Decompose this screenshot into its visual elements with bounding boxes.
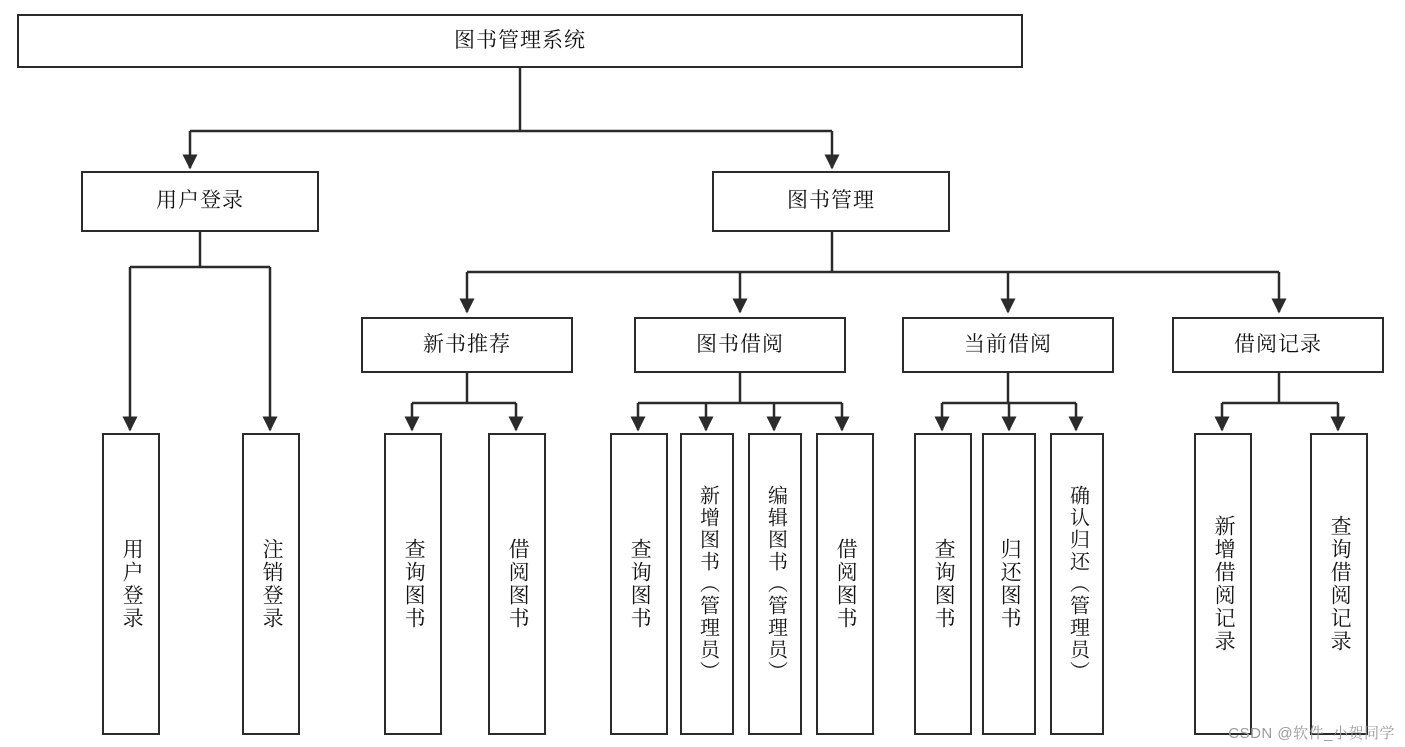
node-borrow-record[interactable]: 借阅记录 (1172, 317, 1384, 373)
node-borrow-edit-book-admin[interactable]: 编辑图书（管理员） (748, 433, 802, 735)
node-book-borrow[interactable]: 图书借阅 (634, 317, 846, 373)
node-record-query-record[interactable]: 查询借阅记录 (1310, 433, 1368, 735)
node-root[interactable]: 图书管理系统 (17, 14, 1023, 68)
node-user-login[interactable]: 用户登录 (81, 171, 319, 232)
node-current-borrow[interactable]: 当前借阅 (902, 317, 1114, 373)
node-borrow-query-book[interactable]: 查询图书 (610, 433, 668, 735)
node-newbook-query-book[interactable]: 查询图书 (384, 433, 442, 735)
node-borrow-add-book-admin[interactable]: 新增图书（管理员） (680, 433, 734, 735)
node-login-logout[interactable]: 注销登录 (242, 433, 300, 735)
node-new-book-recommend[interactable]: 新书推荐 (361, 317, 573, 373)
node-record-add-record[interactable]: 新增借阅记录 (1194, 433, 1252, 735)
node-current-query-book[interactable]: 查询图书 (914, 433, 972, 735)
node-newbook-borrow-book[interactable]: 借阅图书 (488, 433, 546, 735)
node-login-user-login[interactable]: 用户登录 (102, 433, 160, 735)
watermark-text: CSDN @软件_小贺同学 (1228, 725, 1395, 742)
node-current-confirm-return-admin[interactable]: 确认归还（管理员） (1050, 433, 1104, 735)
node-book-management[interactable]: 图书管理 (712, 171, 950, 232)
node-borrow-borrow-book[interactable]: 借阅图书 (816, 433, 874, 735)
node-current-return-book[interactable]: 归还图书 (982, 433, 1036, 735)
